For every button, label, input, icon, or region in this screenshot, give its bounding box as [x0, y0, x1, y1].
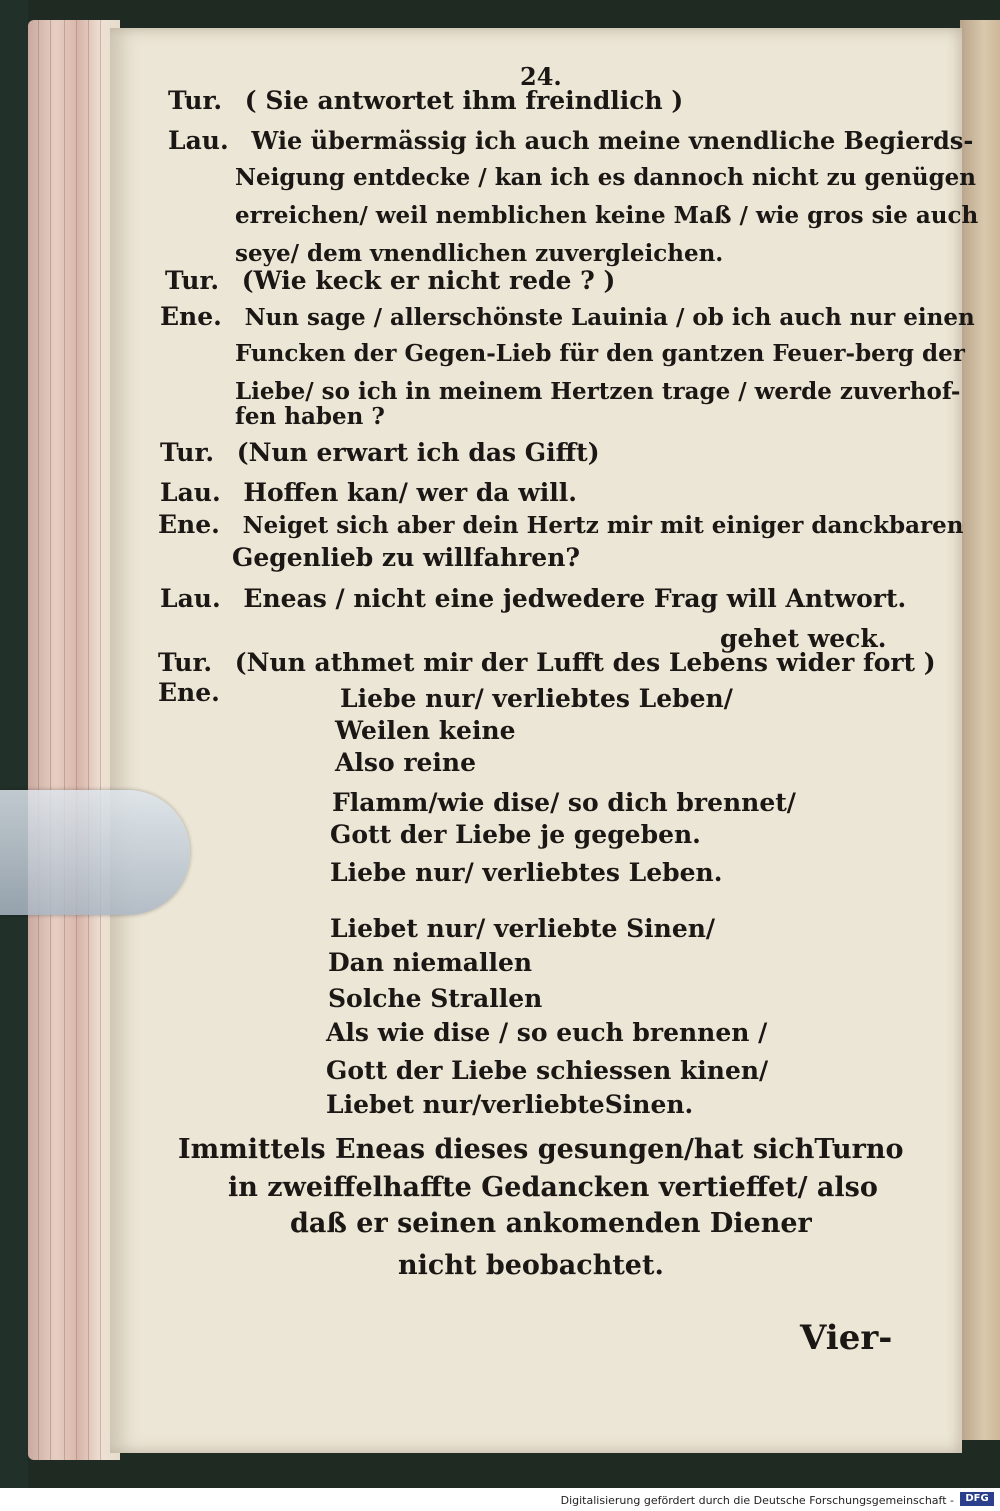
line-text: Wie übermässig ich auch meine vnendliche Begierds-	[251, 126, 974, 155]
dfg-logo: DFG	[960, 1492, 994, 1506]
line-text: Hoffen kan/ wer da will.	[243, 478, 577, 507]
line-text: (Nun athmet mir der Lufft des Lebens wider fort )	[234, 648, 936, 677]
dialogue-line	[160, 586, 906, 611]
verse-line: Gott der Liebe schiessen kinen/	[326, 1056, 769, 1085]
verse-line: Liebe nur/ verliebtes Leben.	[330, 858, 723, 887]
scan-background	[0, 0, 28, 1511]
verse-line: Als wie dise / so euch brennen /	[326, 1018, 768, 1047]
dialogue-line	[168, 128, 973, 153]
dialogue-line	[168, 88, 683, 113]
stage-direction-line: in zweiffelhaffte Gedancken vertieffet/ also	[228, 1172, 878, 1203]
dialogue-line	[160, 440, 600, 465]
line-text: (Wie keck er nicht rede ? )	[241, 266, 616, 295]
dialogue-line	[158, 650, 936, 675]
page-edges	[28, 20, 120, 1460]
speaker-label: Tur.	[168, 86, 223, 115]
verse-line: Liebe nur/ verliebtes Leben/	[340, 684, 733, 713]
dialogue-line	[160, 480, 577, 505]
verse-line: Also reine	[335, 748, 477, 777]
catchword: Vier-	[800, 1318, 893, 1358]
speaker-label: Lau.	[168, 126, 229, 155]
speaker-label: Lau.	[160, 478, 221, 507]
speaker-label: Tur.	[165, 266, 220, 295]
verse-line: Flamm/wie dise/ so dich brennet/	[332, 788, 796, 817]
speaker-label: Ene.	[158, 510, 220, 539]
line-text: seye/ dem vnendlichen zuvergleichen.	[235, 240, 724, 267]
line-text: ( Sie antwortet ihm freindlich )	[244, 86, 684, 115]
verse-line: Liebet nur/verliebteSinen.	[326, 1090, 694, 1119]
line-text: fen haben ?	[235, 403, 385, 430]
verse-line: Solche Strallen	[328, 984, 543, 1013]
footer-credit: Digitalisierung gefördert durch die Deutsche Forschungsgemeinschaft -	[560, 1494, 954, 1507]
dialogue-line	[160, 304, 975, 329]
speaker-label: Tur.	[158, 648, 213, 677]
verse-line: Liebet nur/ verliebte Sinen/	[330, 914, 716, 943]
line-text: gehet weck.	[720, 624, 887, 653]
dialogue-line	[165, 268, 615, 293]
page-clip	[0, 790, 190, 915]
verse-line: Gott der Liebe je gegeben.	[330, 820, 701, 849]
stage-direction-line: Immittels Eneas dieses gesungen/hat sichTurno	[178, 1134, 904, 1165]
page-number: 24.	[520, 62, 562, 91]
line-text: erreichen/ weil nemblichen keine Maß / wie gros sie auch	[235, 202, 979, 229]
line-text: Eneas / nicht eine jedwedere Frag will Antwort.	[243, 584, 907, 613]
speaker-label: Ene.	[158, 678, 220, 707]
line-text: Gegenlieb zu willfahren?	[232, 543, 581, 572]
dialogue-line	[158, 512, 964, 537]
line-text: Neiget sich aber dein Hertz mir mit einiger danckbaren	[242, 512, 964, 539]
speaker-label: Ene.	[160, 302, 222, 331]
speaker-label: Tur.	[160, 438, 215, 467]
line-text: (Nun erwart ich das Gifft)	[236, 438, 600, 467]
speaker-label: Lau.	[160, 584, 221, 613]
line-text: Neigung entdecke / kan ich es dannoch nicht zu genügen	[235, 164, 977, 191]
stage-direction-line: daß er seinen ankomenden Diener	[290, 1208, 812, 1239]
facing-page-edge	[960, 20, 1000, 1440]
verse-line: Weilen keine	[335, 716, 516, 745]
verse-line: Dan niemallen	[328, 948, 533, 977]
line-text: Liebe/ so ich in meinem Hertzen trage / werde zuverhof-	[235, 378, 961, 405]
line-text: Funcken der Gegen-Lieb für den gantzen Feuer-berg der	[235, 340, 965, 367]
line-text: Nun sage / allerschönste Lauinia / ob ich auch nur einen	[244, 304, 975, 331]
stage-direction-line: nicht beobachtet.	[398, 1250, 664, 1281]
